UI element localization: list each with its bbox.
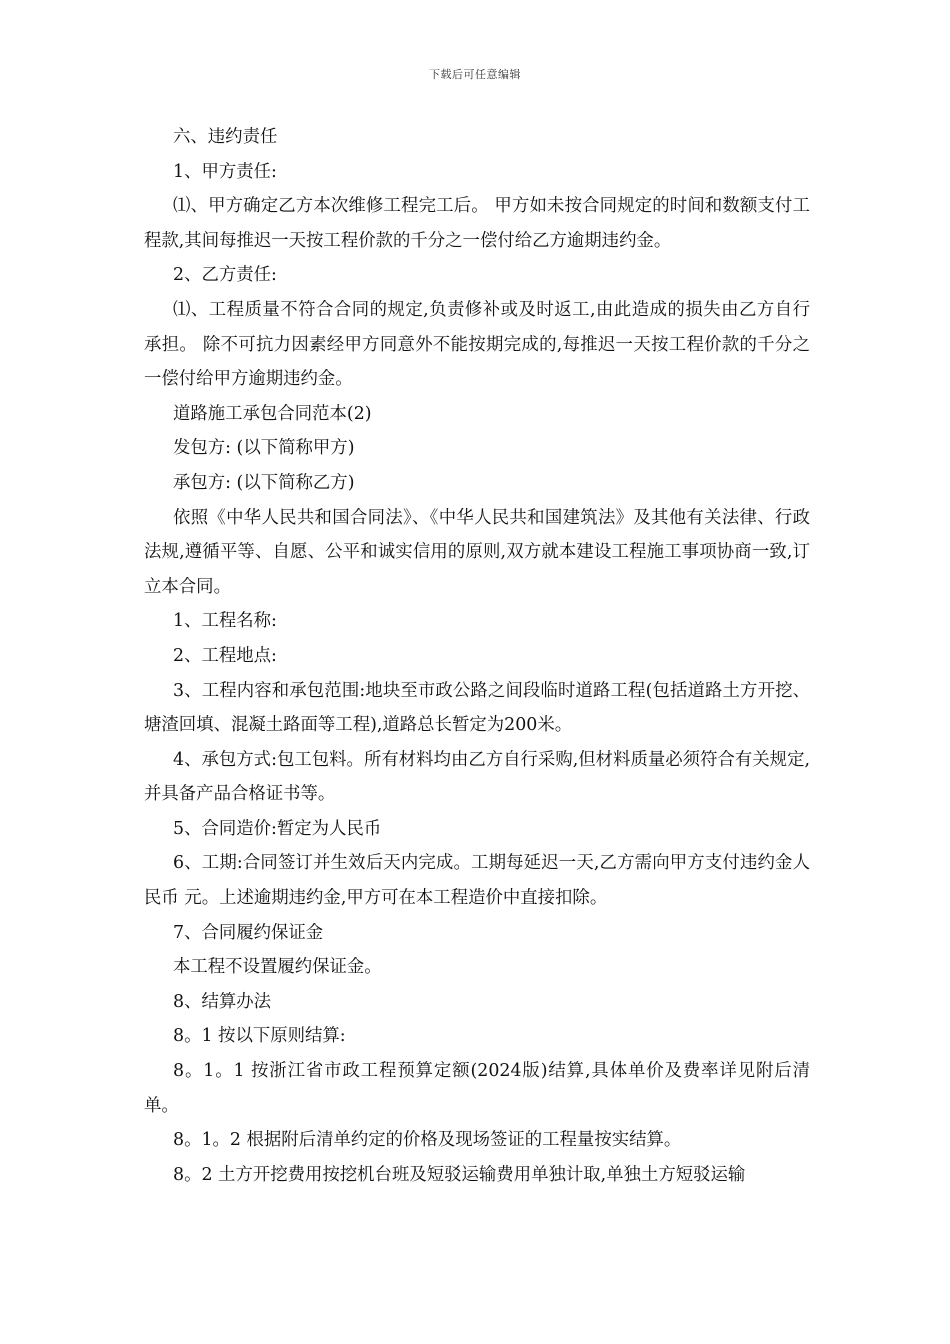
- preamble-paragraph: 依照《中华人民共和国合同法》、《中华人民共和国建筑法》及其他有关法律、行政法规,遵循平等、自愿、公平和诚实信用的原则,双方就本建设工程施工事项协商一致,订立本合同。: [144, 507, 810, 597]
- clause-line: 本工程不设置履约保证金。: [173, 957, 382, 978]
- clause-line: 8。2 土方开挖费用按挖机台班及短驳运输费用单独计取,单独土方短驳运输: [173, 1164, 746, 1185]
- clause-paragraph: ⑴、甲方确定乙方本次维修工程完工后。 甲方如未按合同规定的时间和数额支付工程款,其间每推迟一天按工程价款的千分之一偿付给乙方逾期违约金。: [144, 196, 810, 251]
- clause-paragraph: ⑴、工程质量不符合合同的规定,负责修补或及时返工,由此造成的损失由乙方自行承担。 除不可抗力因素经甲方同意外不能按期完成的,每推迟一天按工程价款的千分之一偿付给甲方逾期违约金。: [144, 299, 810, 390]
- clause-line: 2、工程地点:: [173, 645, 277, 666]
- clause-line: 5、合同造价:暂定为人民币: [173, 818, 382, 839]
- clause-line: 7、合同履约保证金: [173, 922, 324, 943]
- document-body: [144, 120, 810, 1192]
- clause-line: 8。1 按以下原则结算:: [173, 1026, 346, 1047]
- clause-line: 1、工程名称:: [173, 611, 277, 632]
- clause-paragraph: 6、工期:合同签订并生效后天内完成。工期每延迟一天,乙方需向甲方支付违约金人民币 元。上述逾期违约金,甲方可在本工程造价中直接扣除。: [144, 853, 810, 909]
- clause-paragraph: 3、工程内容和承包范围:地块至市政公路之间段临时道路工程(包括道路土方开挖、塘渣回填、混凝土路面等工程),道路总长暂定为200米。: [144, 680, 810, 736]
- clause-heading: 1、甲方责任:: [173, 161, 277, 182]
- clause-paragraph: 4、承包方式:包工包料。所有材料均由乙方自行采购,但材料质量必须符合有关规定,并具备产品合格证书等。: [144, 749, 810, 805]
- page-header-note: 下载后可任意编辑: [429, 68, 521, 81]
- clause-line: 8。1。2 根据附后清单约定的价格及现场签证的工程量按实结算。: [173, 1130, 682, 1151]
- section-heading: 六、违约责任: [173, 127, 278, 147]
- clause-paragraph: 8。1。1 按浙江省市政工程预算定额(2024版)结算,具体单价及费率详见附后清单。: [144, 1061, 810, 1116]
- party-line: 承包方: (以下简称乙方): [173, 472, 355, 493]
- clause-line: 8、结算办法: [173, 991, 272, 1012]
- document-title: 道路施工承包合同范本(2): [173, 403, 372, 424]
- party-line: 发包方: (以下简称甲方): [173, 438, 355, 459]
- clause-heading: 2、乙方责任:: [173, 265, 277, 286]
